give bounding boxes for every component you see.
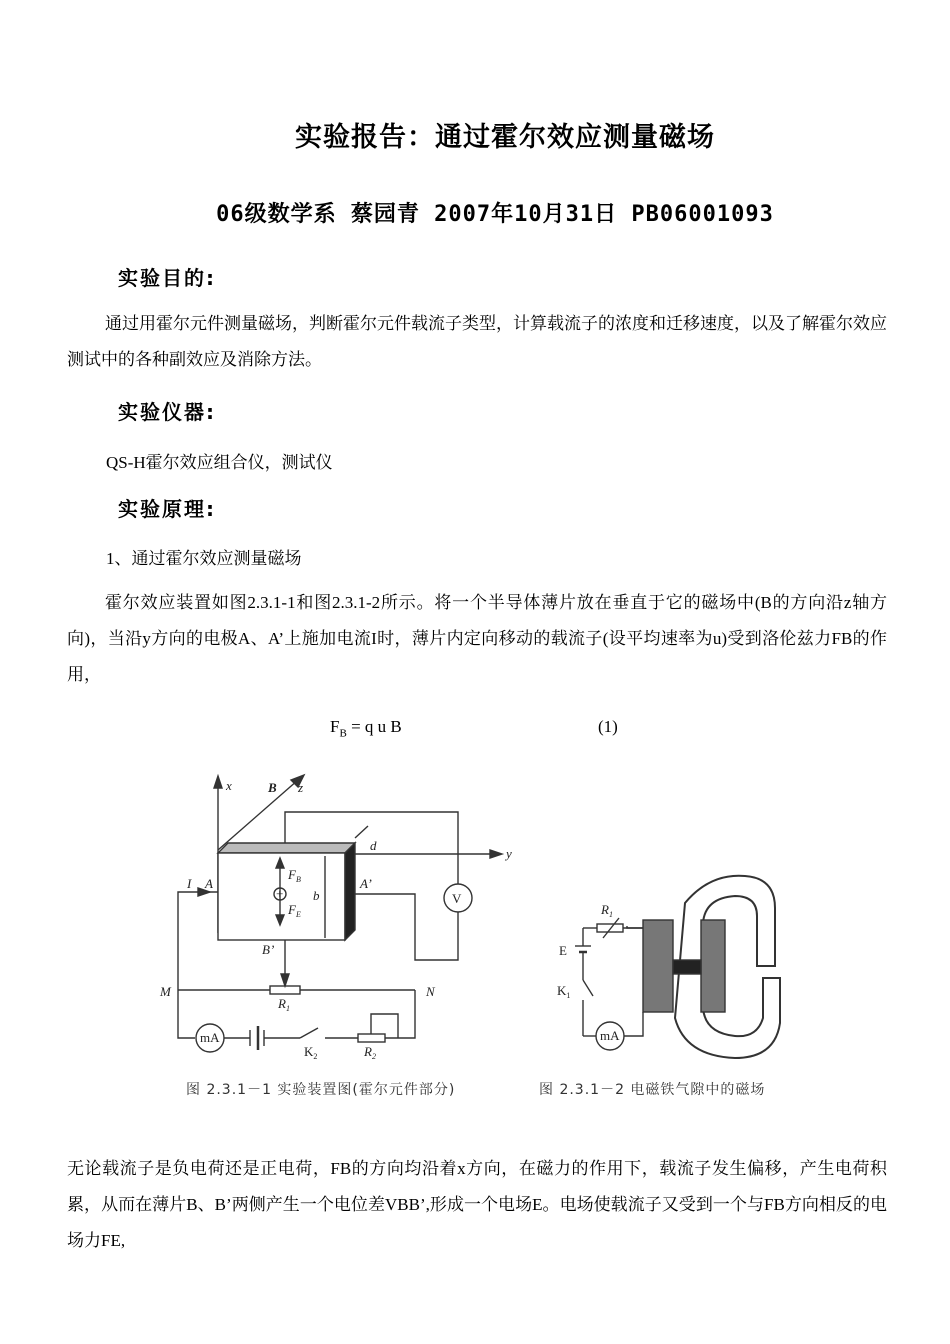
label-A: A: [205, 876, 213, 891]
equation-1-lhs: F: [330, 717, 340, 736]
principle-paragraph-2: 无论载流子是负电荷还是正电荷，FB的方向均沿着x方向，在磁力的作用下，载流子发生偏移，产生电荷积累，从而在薄片B、B’两侧产生一个电位差VBB’,形成一个电场E。电场使载流子又受到一个与FB方向相反的电场力FE,: [67, 1159, 887, 1250]
coil-left: [643, 920, 673, 1012]
label-B-prime: B’: [262, 942, 275, 957]
fig2-label-K1-sub: 1: [566, 991, 571, 1000]
equation-1-rhs: = q u B: [346, 717, 402, 736]
label-K2-main: K: [304, 1044, 314, 1059]
label-N: N: [426, 984, 435, 999]
equation-1-sub: B: [339, 727, 347, 740]
label-R2: [363, 1044, 376, 1061]
label-plus: +: [276, 886, 284, 901]
label-d: d: [370, 838, 377, 853]
label-M: M: [160, 984, 171, 999]
hall-slab-top: [218, 843, 355, 853]
switch-k1: [583, 980, 593, 996]
label-FB-sub: B: [295, 875, 301, 884]
fig2-label-R1-main: R: [601, 902, 609, 917]
coil-right: [701, 920, 725, 1012]
label-K2: [304, 1044, 317, 1061]
label-R2-sub: 2: [371, 1052, 376, 1061]
equation-1: [330, 717, 402, 739]
hall-slab-side: [345, 843, 355, 940]
fig2-label-mA: mA: [600, 1028, 620, 1043]
label-x: x: [226, 778, 232, 793]
x-axis-arrow: [214, 776, 222, 788]
switch-k2: [300, 1028, 318, 1038]
principle-item-1: 1、通过霍尔效应测量磁场: [106, 549, 302, 568]
resistor-r2: [358, 1034, 385, 1042]
label-FB-main: F: [288, 867, 296, 882]
principle-paragraph-1: 霍尔效应装置如图2.3.1-1和图2.3.1-2所示。将一个半导体薄片放在垂直于它的磁场中(B的方向沿z轴方向)，当沿y方向的电极A、A’上施加电流I时，薄片内定向移动的载流子(设平均速率为u)受到洛伦兹力FB的作用，: [67, 593, 887, 684]
d-marker: [355, 826, 368, 838]
fig2-label-K1-main: K: [557, 983, 567, 998]
label-mA: mA: [200, 1030, 220, 1045]
fig2-label-K1: [557, 983, 570, 1000]
label-R2-main: R: [364, 1044, 372, 1059]
purpose-text: 通过用霍尔元件测量磁场，判断霍尔元件载流子类型，计算载流子的浓度和迁移速度，以及了解霍尔效应测试中的各种副效应及消除方法。: [67, 314, 887, 369]
resistor-r1-fig2: [597, 924, 623, 932]
figure-2-caption: 图 2.3.1－2 电磁铁气隙中的磁场: [539, 1082, 766, 1098]
r1-slider-arrow: [281, 974, 289, 986]
wire-current-left: [178, 892, 218, 1038]
figure-hall-apparatus: [150, 768, 530, 1108]
label-I: I: [187, 876, 192, 891]
wire-voltmeter-bottom: [355, 894, 458, 960]
label-A-prime: A’: [360, 876, 372, 891]
label-R1-main: R: [278, 996, 286, 1011]
y-axis-arrow: [490, 850, 502, 858]
label-K2-sub: 2: [313, 1052, 318, 1061]
fig2-label-R1: [600, 902, 613, 919]
label-y: y: [506, 846, 512, 861]
purpose-heading: 实验目的:: [118, 266, 216, 290]
label-FE-main: F: [288, 902, 296, 917]
equation-1-number: (1): [598, 717, 618, 736]
figure-1-caption: 图 2.3.1－1 实验装置图(霍尔元件部分): [186, 1082, 456, 1098]
instruments-heading: 实验仪器:: [118, 400, 216, 424]
wire-coil-bottom: [624, 1012, 643, 1036]
principle-heading: 实验原理:: [118, 497, 216, 521]
r1-variable-arrow: [603, 918, 619, 938]
fig2-label-R1-sub: 1: [608, 910, 613, 919]
air-gap-sample: [673, 960, 701, 974]
figure-electromagnet: [535, 868, 825, 1108]
label-V: V: [452, 891, 462, 906]
author-byline: 06级数学系 蔡园青 2007年10月31日 PB06001093: [216, 202, 774, 227]
label-B: B: [268, 780, 277, 795]
label-R1: [277, 996, 290, 1013]
fig2-label-E: E: [559, 943, 567, 958]
report-title: 实验报告：通过霍尔效应测量磁场: [295, 122, 715, 153]
instruments-text: QS-H霍尔效应组合仪，测试仪: [106, 453, 333, 472]
label-FE-sub: E: [295, 910, 301, 919]
label-z: z: [298, 780, 304, 795]
label-R1-sub: 1: [285, 1004, 290, 1013]
label-b: b: [313, 888, 320, 903]
